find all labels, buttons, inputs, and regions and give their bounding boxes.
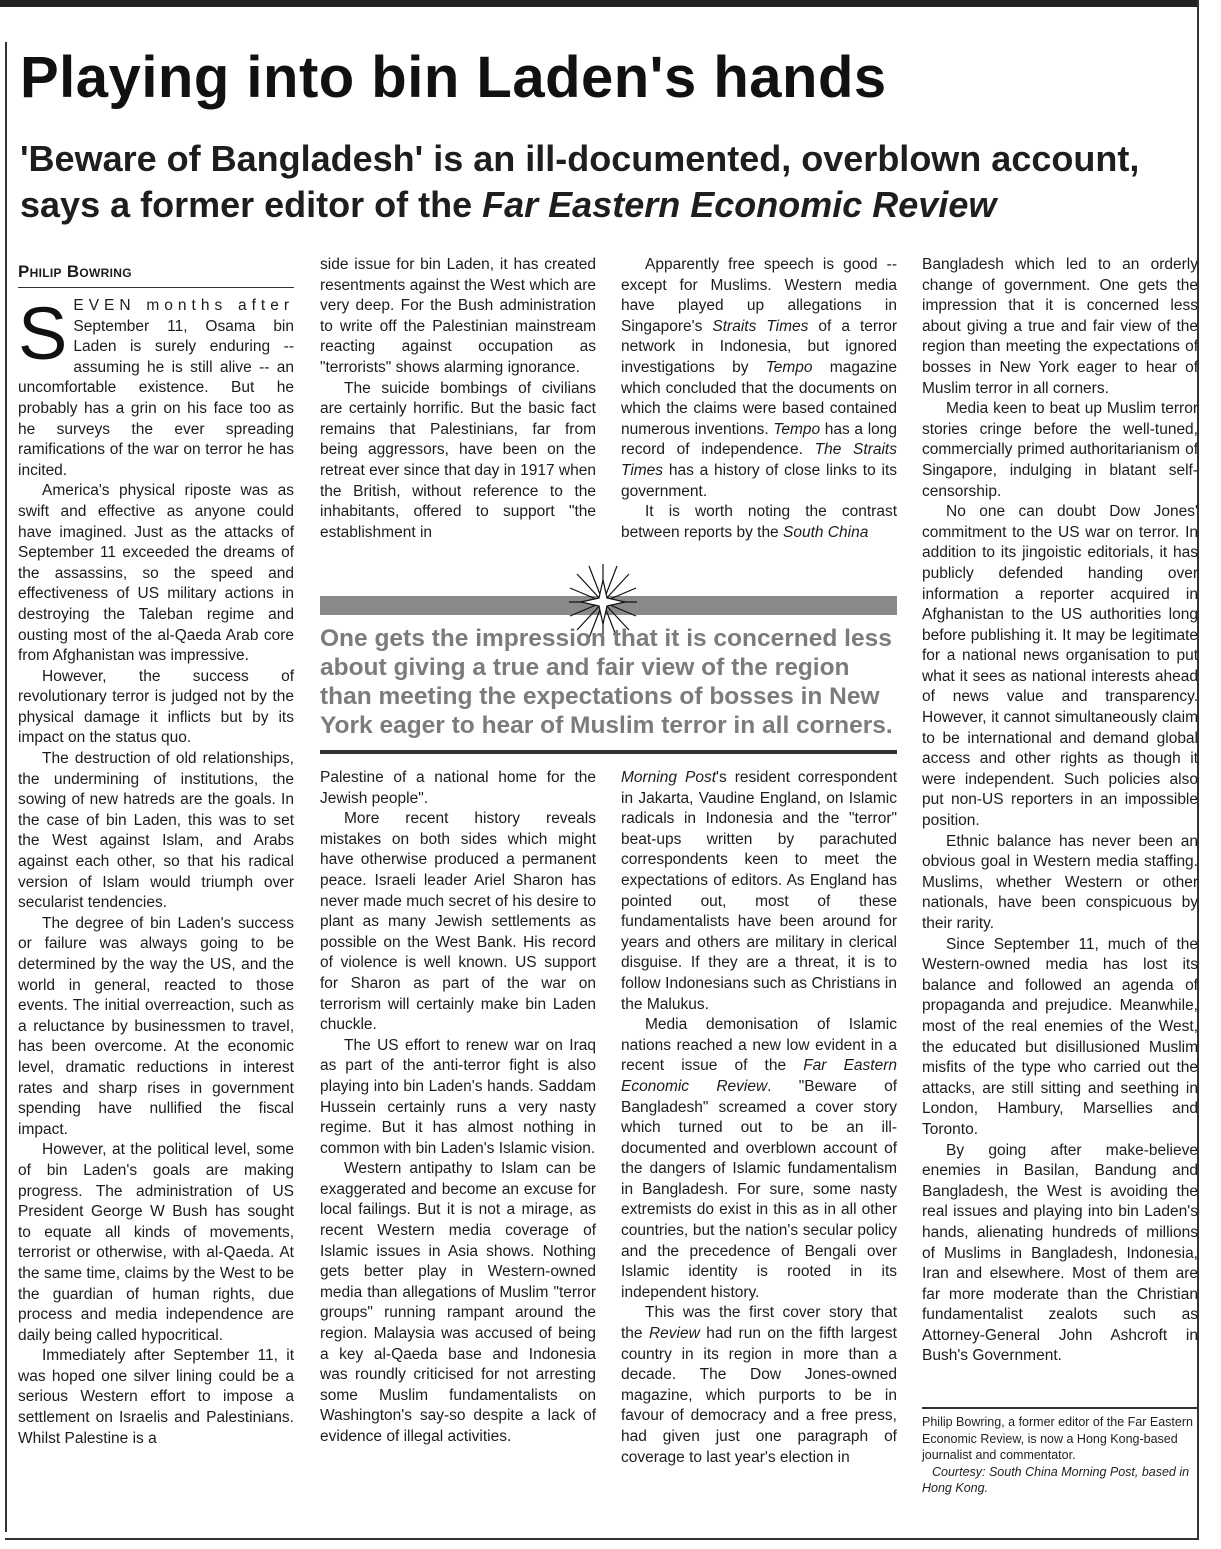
italic-run: Tempo bbox=[773, 420, 821, 438]
bottom-border bbox=[5, 1538, 1198, 1540]
italic-run: Tempo bbox=[765, 358, 813, 376]
lead-spaced-text: EVEN months after bbox=[73, 297, 294, 314]
headline: Playing into bin Laden's hands bbox=[20, 45, 887, 110]
paragraph: More recent history reveals mistakes on both sides which might have otherwise produced a permanent peace. Israeli leader Ariel Sharon has never made much secret of his desire to plant as many Jewish settlements as possible on the West Bank. His record of violence is well known. US support for Sharon as part of the war on terrorism will certainly make bin Laden chuckle. bbox=[320, 810, 596, 1034]
paragraph: side issue for bin Laden, it has created resentments against the West which are very deep. For the Bush administration to write off the Palestinian mainstream reacting against occupation as "terrorists" shows alarming ignorance. bbox=[320, 256, 596, 376]
italic-run: The Straits Times bbox=[621, 441, 897, 479]
column-2-top bbox=[320, 255, 596, 543]
paragraph: However, the success of revolutionary terror is judged not by the physical damage it inflicts but by its impact on the status quo. bbox=[18, 667, 294, 747]
paragraph: By going after make-believe enemies in Basilan, Bandung and Bangladesh, the West is avoiding the real issues and playing into bin Laden's hands, alienating hundreds of millions of Muslims in Bangladesh, Indonesia, Iran and elsewhere. Most of them are far more moderate than the Christian fundamentalist zealots such as Attorney-General John Ashcroft in Bush's Government. bbox=[922, 1141, 1198, 1365]
italic-run: Far Eastern Economic Review bbox=[621, 1057, 897, 1095]
paragraph: However, at the political level, some of bin Laden's goals are making progress. The administration of US President George W Bush has sought to equate all kinds of movements, terrorist or otherwise, with al-Qaeda. At the same time, claims by the West to be the guardian of human rights, due process and media independence are daily being called hypocritical. bbox=[18, 1141, 294, 1344]
paragraph: The destruction of old relationships, the undermining of institutions, the sowing of new hatreds are the goals. In the case of bin Laden, this was to set the West against Islam, and Arabs against each other, so that his radical version of Islam would triumph over secularist tendencies. bbox=[18, 750, 294, 912]
italic-run: Straits Times bbox=[712, 317, 809, 335]
byline bbox=[18, 261, 294, 288]
text-run: of a terror network in Indonesia, but ignored investigations by bbox=[621, 317, 897, 376]
paragraph: No one can doubt Dow Jones' commitment to the US war on terror. In addition to its jingoistic editorials, it has publicly defended handing over information a reporter acquired in Afghanistan to the US authorities long before publishing it. It may be legitimate for a national news organisation to put what it sees as national interests ahead of news value and transparency. However, it cannot simultaneously claim to be international and demand global access and other rights as though it were independent. Such policies also put non-US reporters in an impossible position. bbox=[922, 503, 1198, 830]
column-2-bottom bbox=[320, 768, 596, 1448]
paragraph: America's physical riposte was as swift and effective as anyone could have imagined. Just as the attacks of September 11 exceeded the dreams of the assassins, so the speed and effectiveness of US military actions in destroying the Taleban regime and ousting most of the al-Qaeda Arab core from Afghanistan was impressive. bbox=[18, 482, 294, 665]
text-run: 's resident correspondent in Jakarta, Vaudine England, on Islamic radicals in Indonesia and the "terror" beat-ups written by parachuted correspondents keen to meet the expectations of editors. As England has pointed out, most of these fundamentalists have been around for years and others are military in clerical disguise. If they are a threat, it is to follow Indonesians such as Christians in the Malukus. bbox=[621, 769, 897, 1013]
column-1 bbox=[18, 261, 294, 1449]
drop-cap: S bbox=[18, 292, 68, 375]
text-run: had run on the fifth largest country in its region in more than a decade. The Dow Jones-owned magazine, which purports to be in favour of democracy and a free press, had given just one paragraph of coverage to last year's election in bbox=[621, 1325, 897, 1466]
pullquote-rule bbox=[320, 750, 897, 754]
byline-name: Philip Bowring bbox=[18, 262, 132, 281]
paragraph bbox=[621, 502, 897, 543]
paragraph: Since September 11, much of the Western-owned media has lost its balance and followed an agenda of propaganda and prejudice. Meanwhile, most of the real enemies of the West, the educated but disillusioned Muslim misfits of the type who carried out the attacks, are still sitting and seething in London, Hambury, Marsellies and Toronto. bbox=[922, 935, 1198, 1138]
text-run: Apparently free speech is good -- except for Muslims. Western media have played up allegations in Singapore's bbox=[621, 256, 897, 335]
italic-run: South China bbox=[783, 523, 869, 541]
paragraph: The suicide bombings of civilians are certainly horrific. But the basic fact remains that Palestinians, far from being aggressors, have been on the retreat ever since that day in 1917 when the British, without reference to the inhabitants, offered to support "the establishment in bbox=[320, 379, 596, 541]
author-credit bbox=[922, 1414, 1202, 1497]
paragraph bbox=[621, 1015, 897, 1303]
text-run: . "Beware of Bangladesh" screamed a cover story which turned out to be an ill-documented and overblown account of the dangers of Islamic fundamentalism in Bangladesh. For sure, some nasty extremists do exist in this as in all other countries, but the nation's secular policy and the precedence of Bengali over Islamic identity is rooted in its independent history. bbox=[621, 1077, 897, 1301]
subhead-text: 'Beware of Bangladesh' is an ill-documented, overblown account, says a former editor of the bbox=[20, 138, 1140, 225]
subhead-publication: Far Eastern Economic Review bbox=[482, 184, 997, 225]
credit-rule bbox=[922, 1407, 1198, 1409]
text-run: This was the first cover story that the bbox=[621, 1304, 897, 1343]
paragraph bbox=[621, 1303, 897, 1468]
subheadline bbox=[20, 136, 1190, 228]
paragraph: The US effort to renew war on Iraq as part of the anti-terror fight is also playing into bin Laden's hands. Saddam Hussein certainly runs a very nasty regime. But it has almost nothing in common with bin Laden's Islamic vision. bbox=[320, 1036, 596, 1157]
paragraph: Immediately after September 11, it was hoped one silver lining could be a serious Western effort to impose a settlement on Israelis and Palestinians. Whilst Palestine is a bbox=[18, 1347, 294, 1447]
text-run: has a long record of independence. bbox=[621, 420, 898, 459]
paragraph: The degree of bin Laden's success or failure was always going to be determined by the way the US, and the world in general, reacted to those events. The initial overreaction, such as a reluctance by businessmen to travel, has been overcome. At the economic level, dramatic reductions in interest rates and sharp rises in government spending have nullified the fiscal impact. bbox=[18, 914, 294, 1138]
lead-paragraph bbox=[18, 292, 294, 481]
paragraph: Media keen to beat up Muslim terror stories cringe before the well-tuned, commercially primed authoritarianism of Singapore, indulging in blatant self-censorship. bbox=[922, 400, 1198, 500]
author-bio: Philip Bowring, a former editor of the Far Eastern Economic Review, is now a Hong Kong-based journalist and commentator. bbox=[922, 1415, 1193, 1462]
text-run: magazine which concluded that the documents on which the claims were based contained numerous inventions. bbox=[621, 358, 897, 438]
top-border bbox=[0, 0, 1198, 7]
lead-text: September 11, Osama bin Laden is surely enduring -- assuming he is still alive -- an uncomfortable existence. But he probably has a grin on his face too as he surveys the ever spreading ramifications of the war on terror he has incited. bbox=[18, 317, 294, 479]
column-4 bbox=[922, 255, 1198, 1367]
left-border bbox=[5, 42, 7, 1532]
paragraph: Western antipathy to Islam can be exaggerated and become an excuse for local failings. But it is not a mirage, as recent Western media coverage of Islamic issues in Asia shows. Nothing gets better play in Western-owned media than allegations of Muslim "terror groups" running rampant around the region. Malaysia was accused of being a key al-Qaeda base and Indonesia was roundly criticised for not arresting some Muslim fundamentalists on Washington's say-so despite a lack of evidence of illegal activities. bbox=[320, 1160, 596, 1445]
text-run: has a history of close links to its government. bbox=[621, 461, 897, 500]
paragraph: Ethnic balance has never been an obvious goal in Western media staffing. Muslims, whether Western or other nationals, have been conspicuous by their rarity. bbox=[922, 832, 1198, 932]
paragraph bbox=[621, 768, 897, 1015]
italic-run: Morning Post bbox=[621, 769, 717, 786]
paragraph bbox=[621, 255, 897, 502]
column-3-top bbox=[621, 255, 897, 543]
courtesy-line: Courtesy: South China Morning Post, based in Hong Kong. bbox=[922, 1464, 1190, 1495]
text-run: It is worth noting the contrast between reports by the bbox=[621, 503, 897, 541]
italic-run: Review bbox=[648, 1325, 700, 1343]
column-3-bottom bbox=[621, 768, 897, 1468]
paragraph: Bangladesh which led to an orderly change of government. One gets the impression that it is concerned less about giving a true and fair view of the region than meeting the expectations of bosses in New York eager to hear of Muslim terror in all corners. bbox=[922, 256, 1198, 397]
text-run: Media demonisation of Islamic nations reached a new low evident in a recent issue of the bbox=[621, 1016, 897, 1075]
paragraph: Palestine of a national home for the Jewish people". bbox=[320, 769, 596, 807]
pullquote: One gets the impression that it is concerned less about giving a true and fair view of the region than meeting the expectations of bosses in New York eager to hear of Muslim terror in all corners. bbox=[320, 625, 893, 739]
